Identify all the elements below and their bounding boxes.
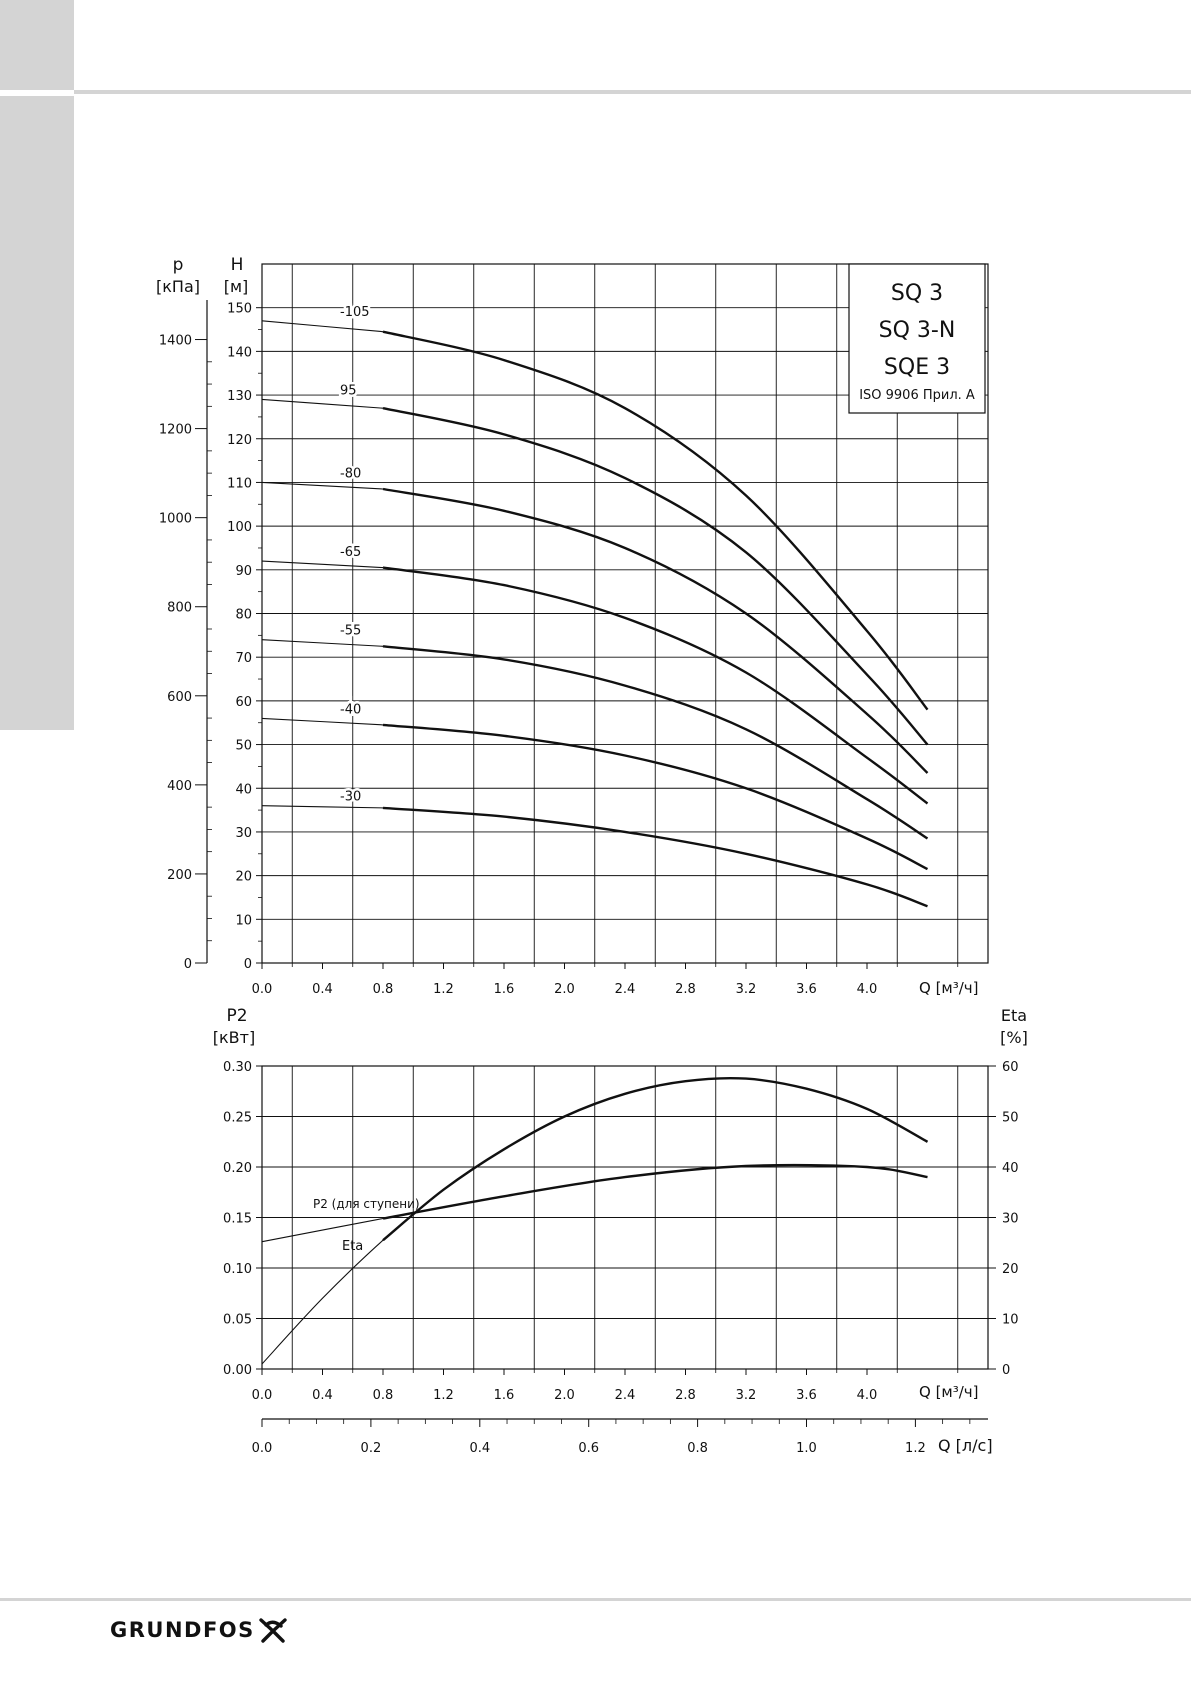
head-axis-unit: [м] bbox=[223, 277, 249, 296]
model-name-3: SQE 3 bbox=[883, 355, 951, 380]
power-axis-unit: [кВт] bbox=[212, 1028, 256, 1047]
head-y-tick-label: 150 bbox=[227, 301, 252, 317]
eta-y-tick-label: 20 bbox=[1002, 1262, 1019, 1277]
power-x-tick-label: 0.8 bbox=[372, 1388, 394, 1403]
power-y-tick-label: 0.00 bbox=[223, 1363, 252, 1378]
power-x-tick-label: 1.2 bbox=[433, 1388, 454, 1403]
model-name-2: SQ 3-N bbox=[878, 318, 956, 343]
ls-axis-title: Q [л/с] bbox=[938, 1436, 993, 1455]
head-x-tick-label: 2.4 bbox=[614, 982, 636, 997]
head-chart-axes bbox=[159, 300, 958, 997]
ls-tick-label: 0.0 bbox=[251, 1441, 273, 1456]
power-x-tick-label: 1.6 bbox=[493, 1388, 515, 1403]
power-x-tick-label: 2.4 bbox=[614, 1388, 636, 1403]
head-y-tick-label: 100 bbox=[227, 520, 252, 536]
power-y-tick-label: 0.05 bbox=[223, 1312, 252, 1328]
pressure-tick-label: 1200 bbox=[158, 422, 192, 438]
pressure-tick-label: 1400 bbox=[158, 333, 192, 349]
model-name-1: SQ 3 bbox=[890, 281, 944, 306]
power-chart-axes bbox=[223, 1060, 1019, 1403]
brand-name: GRUNDFOS bbox=[110, 1618, 255, 1642]
ls-tick-label: 0.2 bbox=[360, 1441, 382, 1456]
power-x-tick-label: 3.6 bbox=[796, 1388, 817, 1403]
head-curve-lowflow bbox=[262, 561, 383, 568]
head-y-tick-label: 10 bbox=[235, 913, 252, 929]
eta-y-tick-label: 50 bbox=[1002, 1110, 1019, 1126]
head-curve-label: -30 bbox=[340, 789, 362, 805]
head-y-tick-label: 130 bbox=[227, 389, 252, 405]
power-axis-title: P2 bbox=[226, 1006, 248, 1026]
head-curve-label: -80 bbox=[340, 466, 362, 482]
power-y-tick-label: 0.30 bbox=[223, 1060, 252, 1075]
head-curve-label: -105 bbox=[340, 304, 370, 320]
head-curve-lowflow bbox=[262, 399, 383, 408]
head-x-tick-label: 0.8 bbox=[372, 982, 394, 997]
head-y-tick-label: 90 bbox=[235, 563, 252, 579]
head-x-tick-label: 1.2 bbox=[433, 982, 454, 997]
power-chart-grid bbox=[262, 1066, 988, 1369]
pressure-axis-title: p bbox=[172, 255, 184, 275]
head-axis-title: H bbox=[230, 255, 244, 275]
eta-axis-unit: [%] bbox=[1000, 1028, 1028, 1047]
head-curve-lowflow bbox=[262, 640, 383, 647]
eta-y-tick-label: 30 bbox=[1002, 1211, 1019, 1227]
model-title-box bbox=[849, 264, 985, 413]
head-curve-label: 95 bbox=[340, 383, 357, 399]
power-x-tick-label: 0.4 bbox=[312, 1388, 333, 1403]
eta-y-tick-label: 10 bbox=[1002, 1312, 1019, 1328]
grundfos-logo bbox=[110, 1617, 291, 1643]
pressure-axis-unit: [кПа] bbox=[156, 277, 200, 296]
eta-y-tick-label: 40 bbox=[1002, 1161, 1019, 1176]
ls-tick-label: 0.8 bbox=[687, 1441, 708, 1456]
head-y-tick-label: 20 bbox=[235, 869, 252, 885]
power-x-tick-label: 3.2 bbox=[735, 1388, 757, 1403]
head-curve-lowflow bbox=[262, 718, 383, 725]
standard-label: ISO 9906 Прил. A bbox=[859, 388, 975, 403]
head-y-tick-label: 50 bbox=[235, 738, 252, 754]
power-y-tick-label: 0.25 bbox=[223, 1110, 252, 1126]
head-y-tick-label: 120 bbox=[227, 432, 252, 448]
pressure-tick-label: 200 bbox=[167, 867, 192, 883]
power-y-tick-label: 0.20 bbox=[223, 1161, 252, 1176]
flow-ls-axis bbox=[252, 1419, 988, 1456]
eta-curve-label: Eta bbox=[342, 1239, 364, 1254]
head-curve-lowflow bbox=[262, 482, 383, 489]
head-y-tick-label: 30 bbox=[235, 825, 252, 841]
head-x-tick-label: 1.6 bbox=[493, 982, 515, 997]
power-x-tick-label: 2.8 bbox=[675, 1388, 696, 1403]
head-x-tick-label: 0.0 bbox=[251, 982, 273, 997]
head-x-tick-label: 3.2 bbox=[735, 982, 757, 997]
head-curve-lowflow bbox=[262, 321, 383, 332]
head-curve-lowflow bbox=[262, 806, 383, 808]
power-x-axis-title: Q [м³/ч] bbox=[919, 1383, 979, 1401]
power-x-tick-label: 2.0 bbox=[554, 1388, 575, 1403]
power-y-tick-label: 0.10 bbox=[223, 1262, 252, 1277]
pressure-tick-label: 0 bbox=[183, 957, 192, 972]
power-x-tick-label: 4.0 bbox=[856, 1388, 878, 1403]
eta-y-tick-label: 60 bbox=[1002, 1060, 1019, 1075]
head-curve-label: -65 bbox=[340, 545, 362, 561]
power-y-tick-label: 0.15 bbox=[223, 1211, 252, 1227]
pressure-tick-label: 400 bbox=[167, 778, 192, 794]
p2-curve-label: P2 (для ступени) bbox=[313, 1197, 420, 1211]
head-y-tick-label: 60 bbox=[235, 694, 252, 710]
eta-axis-title: Eta bbox=[1000, 1006, 1028, 1025]
pressure-tick-label: 600 bbox=[167, 689, 192, 705]
pressure-tick-label: 1000 bbox=[158, 511, 192, 527]
head-y-tick-label: 80 bbox=[235, 607, 252, 623]
head-x-tick-label: 2.8 bbox=[675, 982, 696, 997]
head-curve-label: -40 bbox=[340, 702, 362, 718]
head-y-tick-label: 40 bbox=[235, 782, 252, 798]
ls-tick-label: 1.0 bbox=[796, 1441, 817, 1456]
head-x-tick-label: 0.4 bbox=[312, 982, 333, 997]
ls-tick-label: 0.4 bbox=[469, 1441, 491, 1456]
eta-y-tick-label: 0 bbox=[1002, 1363, 1011, 1378]
head-y-tick-label: 70 bbox=[235, 651, 252, 667]
head-x-axis-title: Q [м³/ч] bbox=[919, 979, 979, 997]
head-y-tick-label: 0 bbox=[243, 957, 252, 972]
grundfos-x-icon bbox=[257, 1617, 291, 1643]
head-curve-label: -55 bbox=[340, 623, 362, 639]
head-y-tick-label: 140 bbox=[227, 345, 252, 361]
head-x-tick-label: 4.0 bbox=[856, 982, 878, 997]
head-y-tick-label: 110 bbox=[227, 476, 252, 492]
ls-tick-label: 1.2 bbox=[905, 1441, 926, 1456]
head-x-tick-label: 2.0 bbox=[554, 982, 575, 997]
head-x-tick-label: 3.6 bbox=[796, 982, 817, 997]
ls-tick-label: 0.6 bbox=[578, 1441, 600, 1456]
power-x-tick-label: 0.0 bbox=[251, 1388, 273, 1403]
pressure-tick-label: 800 bbox=[167, 600, 192, 616]
